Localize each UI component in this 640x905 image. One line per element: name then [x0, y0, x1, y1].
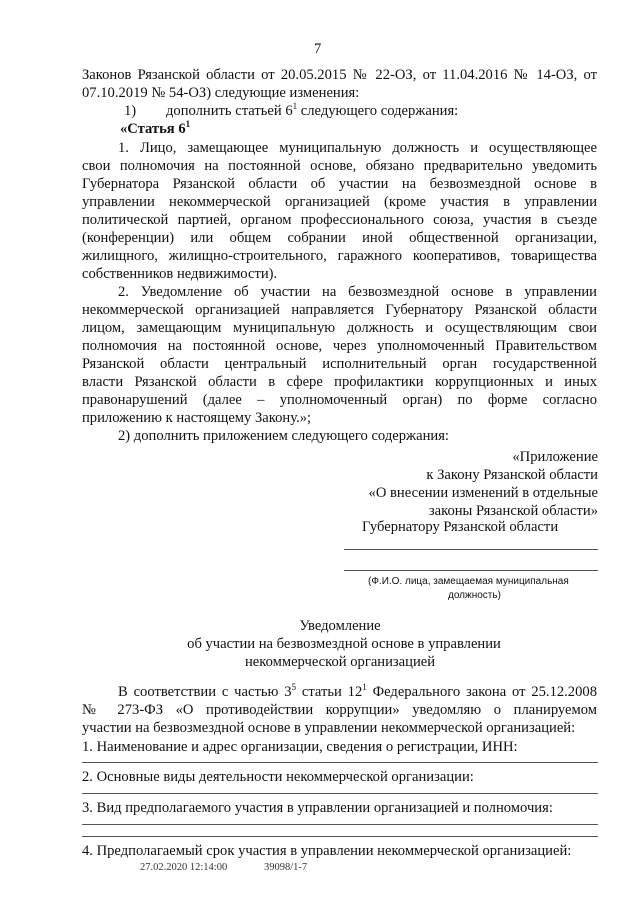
field-2-blank-line [82, 793, 598, 794]
notice-title-line-2: об участии на безвозмездной основе в управлении [187, 636, 501, 652]
item-1-text: дополнить статьей $6^1$ следующего содержания: [166, 101, 459, 119]
para-1-line-3: Губернатора Рязанской области об участии на безвозмездной основе в [82, 176, 597, 192]
para-2-line-5: Рязанской области центральный исполнительный орган государственной [82, 356, 597, 372]
body-line-1: В соответствии с частью $3^5$ статьи $12^1$ Федерального закона от 25.12.2008 [118, 682, 597, 700]
notice-title-line-3: некоммерческой организацией [244, 654, 436, 670]
field-3-blank-line-2 [82, 836, 598, 837]
para-1-line-8: собственников недвижимости). [82, 266, 278, 282]
para-1-line-7: жилищного, жилищно-строительного, гаражного кооперативов, товарищества [82, 248, 597, 264]
appendix-line-3: «О внесении изменений в отдельные [368, 485, 598, 501]
footer-doc-id: 39098/1-7 [264, 862, 308, 873]
field-2-label: 2. Основные виды деятельности некоммерческой организации: [82, 769, 474, 785]
appendix-line-1: «Приложение [512, 449, 598, 465]
appendix-line-2: к Закону Рязанской области [426, 467, 598, 483]
para-2-line-2: некоммерческой организацией направляется Губернатору Рязанской области [82, 302, 597, 318]
notice-title [40, 617, 640, 671]
para-2-line-4: полномочия на постоянной основе, через уполномоченный Правительством [82, 338, 597, 354]
footer-timestamp: 27.02.2020 12:14:00 [140, 862, 228, 873]
field-4-label: 4. Предполагаемый срок участия в управлении некоммерческой организацией: [82, 843, 572, 859]
field-1-label: 1. Наименование и адрес организации, сведения о регистрации, ИНН: [82, 739, 518, 755]
addressee-blank-line-2 [344, 570, 598, 571]
page-number: 7 [314, 41, 322, 57]
para-2-line-3: лицом, замещающим муниципальную должность и осуществляющим свои [82, 320, 597, 336]
field-1-blank-line [82, 762, 598, 763]
body-line-3: участии на безвозмездной основе в управлении некоммерческой организацией: [82, 720, 576, 736]
field-3-label: 3. Вид предполагаемого участия в управлении организацией и полномочия: [82, 800, 553, 816]
field-3-blank-line [82, 824, 598, 825]
addressee-blank-line-1 [344, 549, 598, 550]
para-2-line-8: приложению к настоящему Закону.»; [82, 410, 312, 426]
para-2-line-6: власти Рязанской области в сфере профилактики коррупционных и иных [82, 374, 597, 390]
para-2-line-7: правонарушений (далее – уполномоченный орган) по форме согласно [82, 392, 597, 408]
para-1-line-6: (конференции) или общем собрании иной общественной организации, [82, 230, 597, 246]
intro-line-2: 07.10.2019 № 54-ОЗ) следующие изменения: [82, 85, 360, 101]
para-2-line-1: 2. Уведомление об участии на безвозмездной основе в управлении [118, 284, 597, 300]
appendix-line-4: законы Рязанской области» [428, 503, 598, 519]
item-2: 2) дополнить приложением следующего содержания: [118, 428, 449, 444]
fio-caption-line-2: должность) [448, 590, 501, 601]
para-1-line-5: политической партией, органом профессионального союза, участия в съезде [82, 212, 597, 228]
appendix-header [369, 448, 598, 520]
fio-caption-line-1: (Ф.И.О. лица, замещаемая муниципальная [368, 576, 569, 587]
para-1-line-2: свои полномочия на постоянной основе, обязано предварительно уведомить [82, 158, 597, 174]
para-1-line-1: 1. Лицо, замещающее муниципальную должность и осуществляющее [118, 140, 597, 156]
article-heading: «Статья $6^1$ [120, 119, 191, 137]
item-1-number: 1) [124, 103, 137, 119]
para-1-line-4: управлении некоммерческой организацией (кроме участия в управлении [82, 194, 597, 210]
addressee: Губернатору Рязанской области [362, 519, 559, 535]
intro-line-1: Законов Рязанской области от 20.05.2015 № 22-ОЗ, от 11.04.2016 № 14-ОЗ, от [82, 67, 597, 83]
body-line-2: № 273-ФЗ «О противодействии коррупции» уведомляю о планируемом [82, 702, 597, 718]
notice-title-line-1: Уведомление [299, 618, 381, 634]
